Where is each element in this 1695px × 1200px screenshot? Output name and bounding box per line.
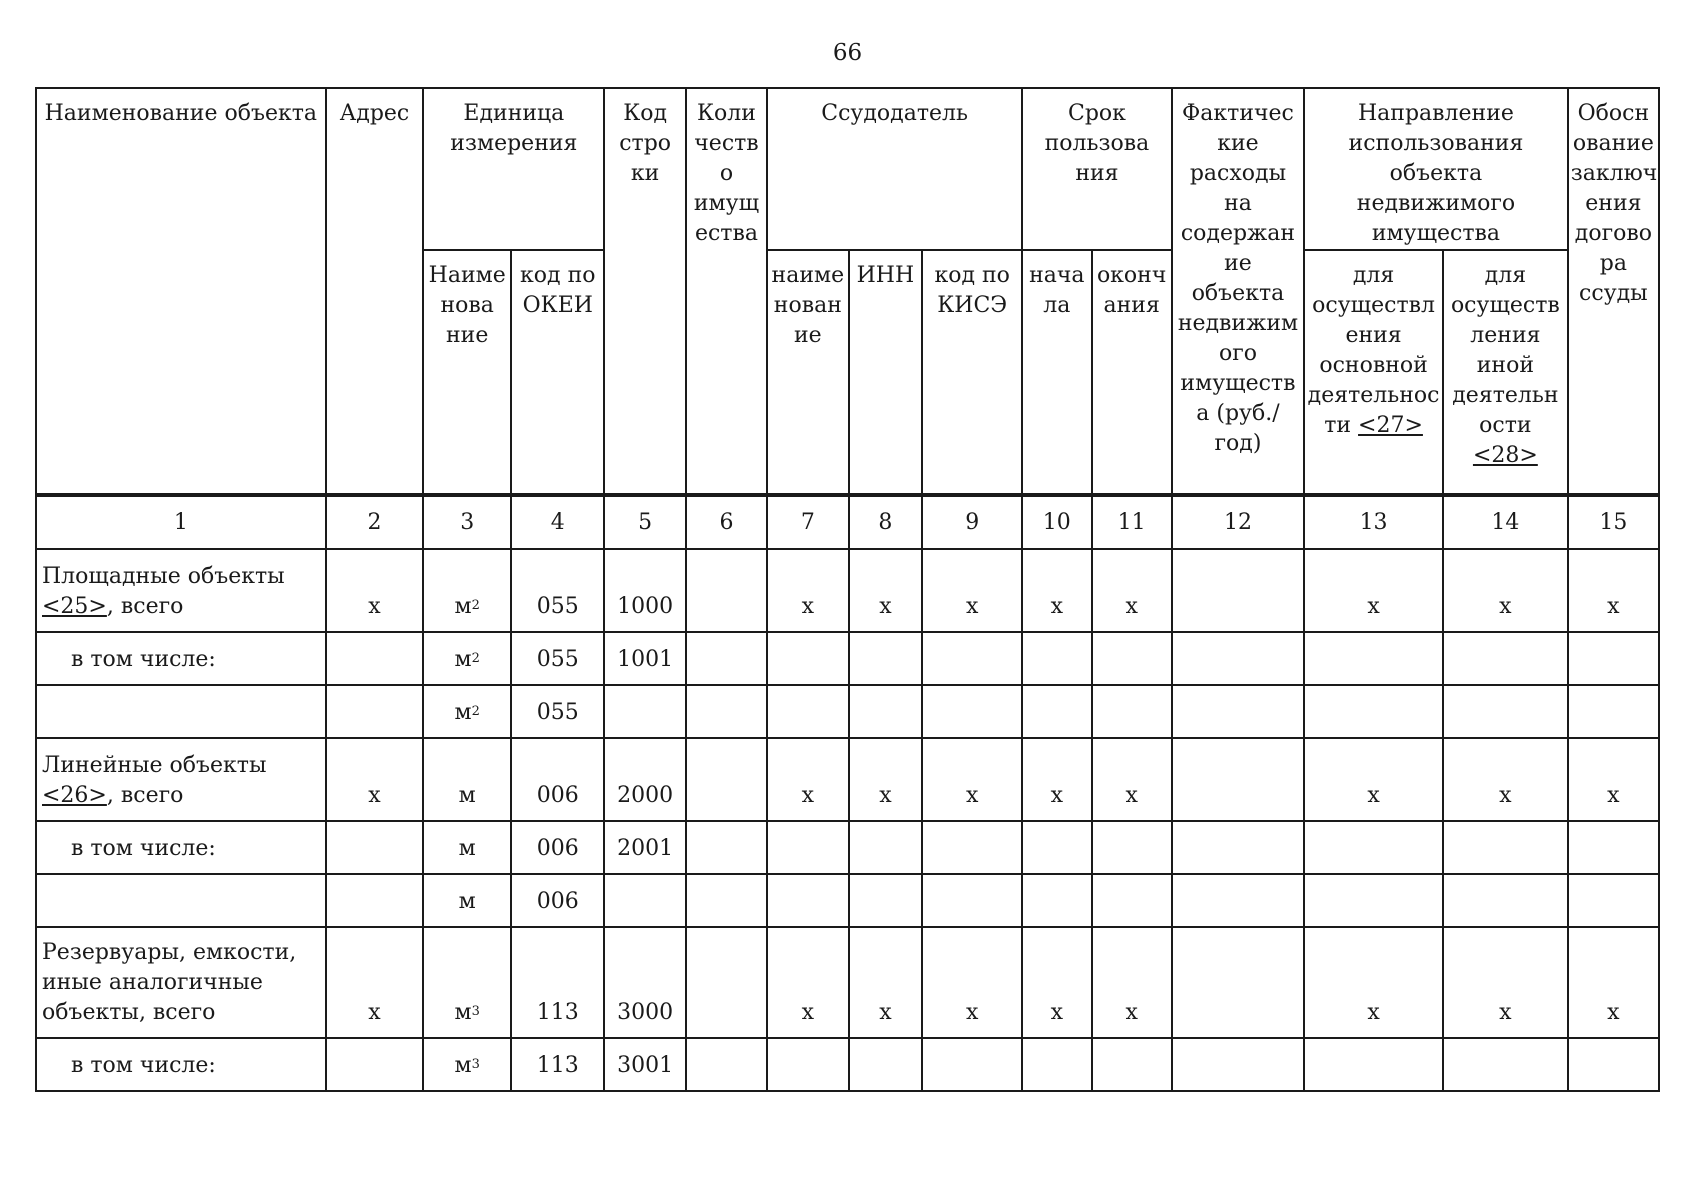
unit-value: м: [454, 700, 472, 725]
empty-cell: [1443, 685, 1568, 738]
empty-cell: [1172, 632, 1304, 685]
line-code-cell: 3000: [604, 927, 685, 1038]
empty-cell: [1304, 874, 1443, 927]
unit-value: м: [454, 1053, 472, 1078]
unit-value: м: [454, 647, 472, 672]
column-number: 6: [686, 496, 767, 549]
column-number: 11: [1092, 496, 1172, 549]
empty-cell: [849, 632, 923, 685]
header-lender-kise: код по КИСЭ: [922, 250, 1022, 494]
unit-exponent: 3: [471, 1004, 480, 1019]
header-unit-name: Наиме нова ние: [423, 250, 511, 494]
empty-cell: [1092, 685, 1172, 738]
okei-cell: 006: [511, 874, 604, 927]
empty-cell: [767, 874, 848, 927]
object-name-cell: Резервуары, емкости, иные аналогичные объекты, всего: [36, 927, 326, 1038]
empty-cell: [1304, 1038, 1443, 1091]
empty-cell: [1022, 874, 1091, 927]
address-cell: [326, 874, 424, 927]
direction-other-cell: х: [1443, 549, 1568, 632]
line-code-cell: 1001: [604, 632, 685, 685]
okei-cell: 055: [511, 632, 604, 685]
empty-cell: [922, 1038, 1022, 1091]
kise-cell: х: [922, 927, 1022, 1038]
header-line-code: Код стро ки: [604, 88, 685, 494]
unit-cell: [423, 549, 511, 632]
unit-value: м: [454, 1000, 472, 1025]
address-cell: х: [326, 549, 424, 632]
table-row-tank-incl: [36, 1038, 1659, 1091]
empty-cell: [1022, 1038, 1091, 1091]
empty-cell: [1304, 685, 1443, 738]
column-number: 10: [1022, 496, 1091, 549]
lender-name-cell: х: [767, 927, 848, 1038]
justification-cell: х: [1568, 927, 1659, 1038]
footnote-ref-25[interactable]: <25>: [42, 594, 107, 619]
unit-cell: м: [423, 821, 511, 874]
footnote-ref-28[interactable]: <28>: [1472, 443, 1538, 468]
empty-cell: [1568, 821, 1659, 874]
okei-cell: 006: [511, 738, 604, 821]
header-term-end: оконч ания: [1092, 250, 1172, 494]
empty-cell: [1568, 1038, 1659, 1091]
unit-cell: [423, 1038, 511, 1091]
object-name-cell: [36, 549, 326, 632]
direction-main-cell: х: [1304, 927, 1443, 1038]
column-number: 3: [423, 496, 511, 549]
line-code-cell: 2000: [604, 738, 685, 821]
object-name-cell: [36, 874, 326, 927]
empty-cell: [604, 874, 685, 927]
header-term-start: нача ла: [1022, 250, 1091, 494]
header-quantity: Коли честв о имущ ества: [686, 88, 767, 494]
header-object-name: Наименование объекта: [36, 88, 326, 494]
table-row-linear-total: [36, 738, 1659, 821]
quantity-cell: [686, 549, 767, 632]
empty-cell: [1568, 874, 1659, 927]
empty-cell: [1443, 1038, 1568, 1091]
empty-cell: [922, 685, 1022, 738]
footnote-ref-27[interactable]: <27>: [1358, 413, 1423, 438]
term-end-cell: х: [1092, 549, 1172, 632]
address-cell: х: [326, 927, 424, 1038]
object-name-cell: [36, 685, 326, 738]
unit-value: м: [454, 594, 472, 619]
kise-cell: х: [922, 738, 1022, 821]
term-start-cell: х: [1022, 738, 1091, 821]
expenses-cell: [1172, 927, 1304, 1038]
address-cell: [326, 685, 424, 738]
line-code-cell: 3001: [604, 1038, 685, 1091]
empty-cell: [1443, 874, 1568, 927]
address-cell: [326, 632, 424, 685]
object-name-cell: [36, 738, 326, 821]
object-name-cell: в том числе:: [36, 1038, 326, 1091]
header-direction-other: [1443, 250, 1568, 494]
header-unit: Единица измерения: [423, 88, 604, 250]
direction-other-cell: х: [1443, 738, 1568, 821]
empty-cell: [1304, 632, 1443, 685]
term-end-cell: х: [1092, 738, 1172, 821]
quantity-cell: [686, 738, 767, 821]
header-term: Срок пользова ния: [1022, 88, 1172, 250]
column-number-row: [36, 496, 1659, 549]
empty-cell: [849, 1038, 923, 1091]
empty-cell: [1443, 821, 1568, 874]
unit-cell: [423, 927, 511, 1038]
empty-cell: [1022, 632, 1091, 685]
empty-cell: [849, 685, 923, 738]
okei-cell: 055: [511, 549, 604, 632]
direction-main-cell: х: [1304, 549, 1443, 632]
inn-cell: х: [849, 549, 923, 632]
object-name-cell: в том числе:: [36, 821, 326, 874]
empty-cell: [1172, 1038, 1304, 1091]
direction-other-text: для осуществ ления иной деятельн ости: [1450, 263, 1560, 438]
empty-cell: [686, 1038, 767, 1091]
inn-cell: х: [849, 738, 923, 821]
lender-name-cell: х: [767, 738, 848, 821]
address-cell: [326, 1038, 424, 1091]
object-name: Площадные объекты: [42, 564, 285, 589]
justification-cell: х: [1568, 738, 1659, 821]
term-start-cell: х: [1022, 549, 1091, 632]
page-number: 66: [832, 40, 863, 66]
line-code-cell: 1000: [604, 549, 685, 632]
okei-cell: 055: [511, 685, 604, 738]
column-number: 12: [1172, 496, 1304, 549]
empty-cell: [1172, 685, 1304, 738]
unit-cell: м: [423, 738, 511, 821]
empty-cell: [1443, 632, 1568, 685]
term-end-cell: х: [1092, 927, 1172, 1038]
empty-cell: [1022, 821, 1091, 874]
empty-cell: [849, 874, 923, 927]
data-table: [35, 495, 1660, 1092]
header-lender: Ссудодатель: [767, 88, 1022, 250]
inn-cell: х: [849, 927, 923, 1038]
table-row-area-total: [36, 549, 1659, 632]
empty-cell: [686, 821, 767, 874]
object-name-suffix: , всего: [106, 783, 184, 808]
header-address: Адрес: [326, 88, 424, 494]
header-direction-main: [1304, 250, 1443, 494]
justification-cell: х: [1568, 549, 1659, 632]
unit-cell: м: [423, 874, 511, 927]
empty-cell: [1092, 874, 1172, 927]
address-cell: х: [326, 738, 424, 821]
empty-cell: [922, 632, 1022, 685]
empty-cell: [1092, 821, 1172, 874]
unit-cell: [423, 632, 511, 685]
empty-cell: [922, 874, 1022, 927]
column-number: 13: [1304, 496, 1443, 549]
empty-cell: [767, 632, 848, 685]
okei-cell: 006: [511, 821, 604, 874]
lender-name-cell: х: [767, 549, 848, 632]
direction-main-cell: х: [1304, 738, 1443, 821]
empty-cell: [1304, 821, 1443, 874]
line-code-cell: 2001: [604, 821, 685, 874]
table-row-area-incl: [36, 632, 1659, 685]
header-expenses: Фактичес кие расходы на содержан ие объекта недвижим ого имуществ а (руб./год): [1172, 88, 1304, 494]
expenses-cell: [1172, 549, 1304, 632]
column-number: 8: [849, 496, 923, 549]
empty-cell: [1172, 874, 1304, 927]
object-name-cell: в том числе:: [36, 632, 326, 685]
empty-cell: [849, 821, 923, 874]
unit-exponent: 2: [471, 598, 480, 613]
empty-cell: [686, 874, 767, 927]
empty-cell: [922, 821, 1022, 874]
empty-cell: [686, 632, 767, 685]
empty-cell: [1568, 685, 1659, 738]
unit-exponent: 3: [471, 1057, 480, 1072]
empty-cell: [767, 685, 848, 738]
header-table: [35, 87, 1660, 495]
column-number: 4: [511, 496, 604, 549]
header-unit-code: код по ОКЕИ: [511, 250, 604, 494]
empty-cell: [1092, 632, 1172, 685]
empty-cell: [1568, 632, 1659, 685]
empty-cell: [767, 1038, 848, 1091]
header-lender-inn: ИНН: [849, 250, 923, 494]
header-direction: Направление использования объекта недвижимого имущества: [1304, 88, 1568, 250]
address-cell: [326, 821, 424, 874]
column-number: 1: [36, 496, 326, 549]
empty-cell: [1022, 685, 1091, 738]
table-row-tank-total: [36, 927, 1659, 1038]
empty-cell: [767, 821, 848, 874]
column-number: 5: [604, 496, 685, 549]
header-justification: Обосн ование заключ ения догово ра ссуды: [1568, 88, 1659, 494]
okei-cell: 113: [511, 927, 604, 1038]
column-number: 2: [326, 496, 424, 549]
direction-main-text: для осуществл ения основной деятельнос ти: [1307, 263, 1440, 438]
empty-cell: [686, 685, 767, 738]
table-row-area-blank: [36, 685, 1659, 738]
footnote-ref-26[interactable]: <26>: [42, 783, 107, 808]
empty-cell: [1092, 1038, 1172, 1091]
table-row-linear-incl: [36, 821, 1659, 874]
okei-cell: 113: [511, 1038, 604, 1091]
direction-other-cell: х: [1443, 927, 1568, 1038]
unit-exponent: 2: [471, 704, 480, 719]
unit-exponent: 2: [471, 651, 480, 666]
object-name-suffix: , всего: [106, 594, 184, 619]
table-row-linear-blank: [36, 874, 1659, 927]
object-name: Линейные объекты: [42, 753, 267, 778]
empty-cell: [604, 685, 685, 738]
column-number: 14: [1443, 496, 1568, 549]
column-number: 15: [1568, 496, 1659, 549]
expenses-cell: [1172, 738, 1304, 821]
quantity-cell: [686, 927, 767, 1038]
unit-cell: [423, 685, 511, 738]
column-number: 9: [922, 496, 1022, 549]
kise-cell: х: [922, 549, 1022, 632]
header-lender-name: наиме нован ие: [767, 250, 848, 494]
empty-cell: [1172, 821, 1304, 874]
column-number: 7: [767, 496, 848, 549]
term-start-cell: х: [1022, 927, 1091, 1038]
